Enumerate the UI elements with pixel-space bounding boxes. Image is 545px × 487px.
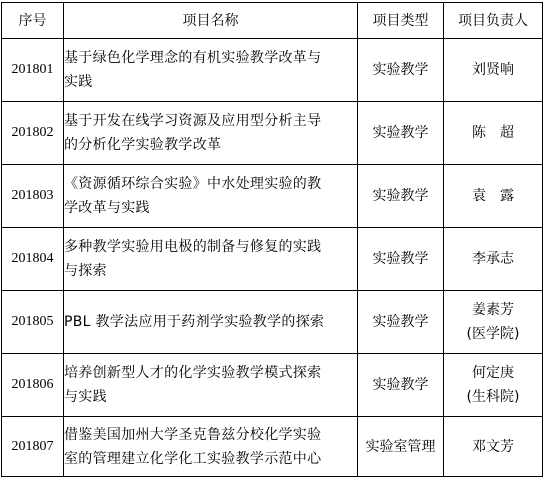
row-project-name [64,417,358,477]
row-project-type: 实验教学 [358,354,444,417]
project-name-line: 学改革与实践 [64,200,150,216]
table-row [2,228,543,291]
project-name-line: 的分析化学实验教学改革 [64,137,222,153]
project-name-line: 与探索 [64,263,107,279]
leader-affiliation: (医学院) [466,326,520,342]
leader-affiliation: (生科院) [466,389,520,405]
project-name-line: 《资源循环综合实验》中水处理实验的教 [64,176,322,192]
row-id: 201804 [2,228,64,291]
row-project-leader [444,102,543,165]
project-name-line: 多种教学实验用电极的制备与修复的实践 [64,239,322,255]
row-project-type: 实验教学 [358,228,444,291]
row-project-type: 实验教学 [358,291,444,354]
leader-name: 李承志 [472,251,514,267]
table-row [2,165,543,228]
row-project-type: 实验教学 [358,102,444,165]
row-project-leader [444,165,543,228]
row-project-name [64,165,358,228]
leader-name: 邓文芳 [472,438,514,455]
row-project-name [64,291,358,354]
project-name-line: 借鉴美国加州大学圣克鲁兹分校化学实验 [64,426,322,443]
row-project-name [64,354,358,417]
row-id: 201806 [2,354,64,417]
row-id: 201807 [2,417,64,477]
project-table [1,2,543,477]
row-project-type: 实验教学 [358,39,444,102]
table-row [2,102,543,165]
leader-name: 袁 露 [472,188,514,204]
project-name-line: 实践 [64,74,93,90]
row-project-leader [444,228,543,291]
table-row [2,39,543,102]
leader-name: 姜素芳 [472,302,514,318]
project-name-line: 基于绿色化学理念的有机实验教学改革与 [64,50,322,66]
row-id: 201803 [2,165,64,228]
row-id: 201802 [2,102,64,165]
header-project-leader: 项目负责人 [444,3,543,39]
row-id: 201801 [2,39,64,102]
row-project-leader [444,354,543,417]
project-name-line: 与实践 [64,389,107,405]
row-project-name [64,102,358,165]
project-name-line: PBL 教学法应用于药剂学实验教学的探索 [64,314,325,330]
row-project-type: 实验室管理 [358,417,444,477]
row-project-leader [444,39,543,102]
table-row [2,291,543,354]
row-project-name [64,39,358,102]
header-project-type: 项目类型 [358,3,444,39]
table-row [2,354,543,417]
header-id: 序号 [2,3,64,39]
row-project-leader [444,417,543,477]
leader-name: 陈 超 [472,125,514,141]
project-name-line: 基于开发在线学习资源及应用型分析主导 [64,113,322,129]
table-header-row [2,3,543,39]
row-id: 201805 [2,291,64,354]
row-project-name [64,228,358,291]
row-project-type: 实验教学 [358,165,444,228]
header-project-name: 项目名称 [64,3,358,39]
leader-name: 何定庚 [472,365,514,381]
leader-name: 刘贤响 [472,62,514,78]
project-name-line: 培养创新型人才的化学实验教学模式探索 [64,365,322,381]
table-row [2,417,543,477]
row-project-leader [444,291,543,354]
project-name-line: 室的管理建立化学化工实验教学示范中心 [64,450,322,467]
